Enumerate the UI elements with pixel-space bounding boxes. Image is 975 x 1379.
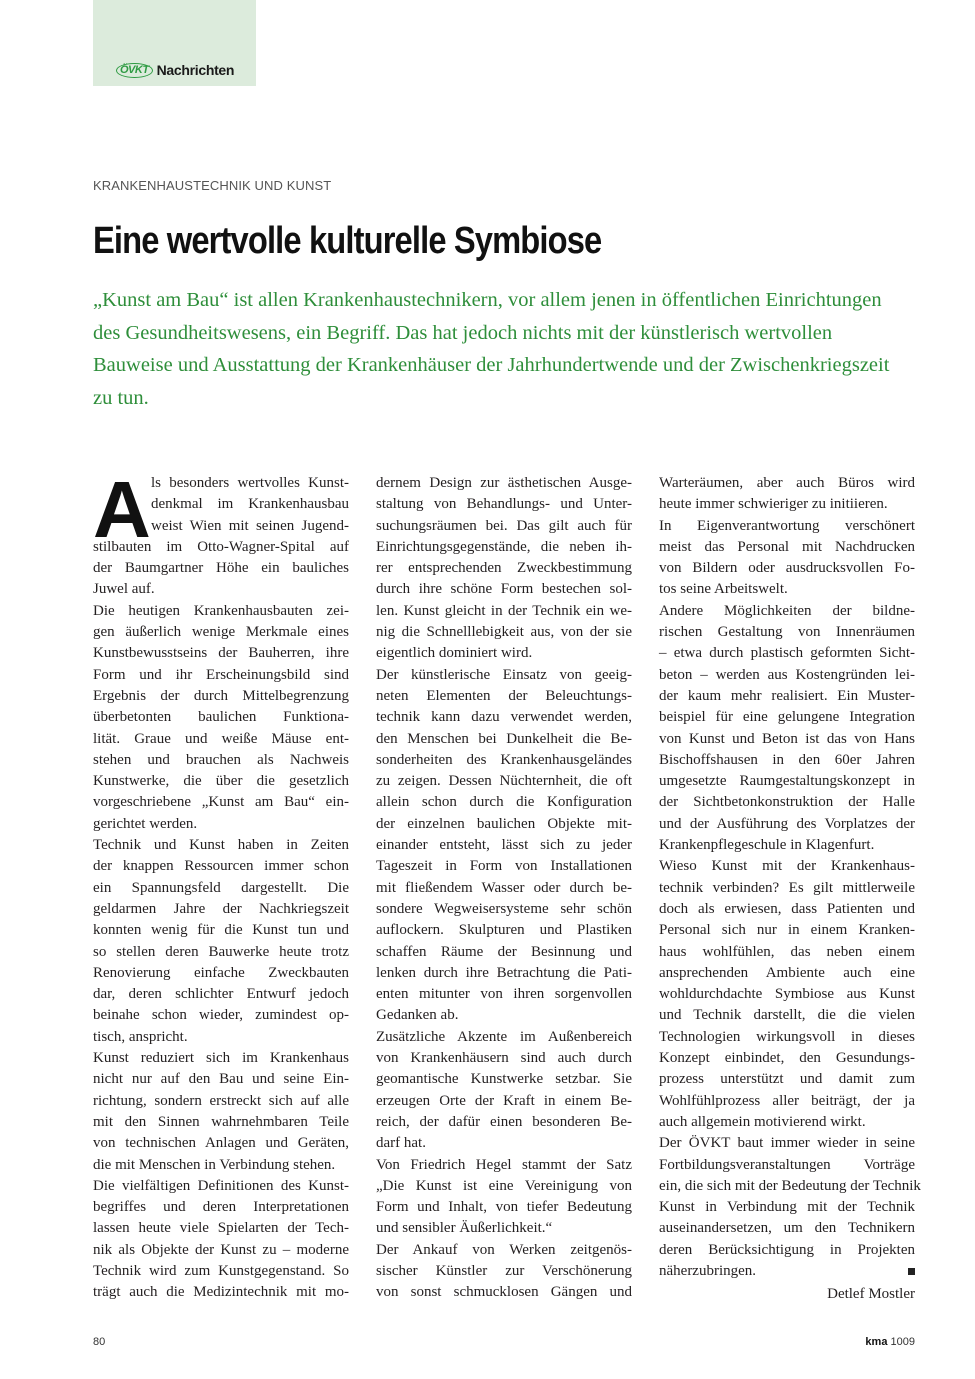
text-line: stehen und brauchen als Nachweis xyxy=(93,751,349,768)
text-line: so stellen deren Bauwerke heute trotz xyxy=(93,943,349,960)
text-line: von sonst schmucklosen Gängen und xyxy=(376,1284,632,1301)
text-line: sonderheiten des Krankenhausgeländes xyxy=(376,751,632,768)
text-line: gen äußerlich wenige Merkmale eines xyxy=(93,624,349,641)
text-line: beinahe schon wieder, zumindest op- xyxy=(93,1007,349,1024)
text-column-1 xyxy=(93,465,349,1304)
text-line: Konzept einbindet, den Gesundungs- xyxy=(659,1050,915,1067)
text-line: auflockern. Skulpturen und Plastiken xyxy=(376,922,632,939)
text-line: der knappen Ressourcen immer schon xyxy=(93,858,349,875)
text-line: heute immer schwieriger zu initiieren. xyxy=(659,496,888,513)
text-line: wohldurchdachte Symbiose aus Kunst xyxy=(659,986,915,1003)
text-line: prozess unterstützt und damit zum xyxy=(659,1071,915,1088)
text-line: konnten wenig für die Kunst tun und xyxy=(93,922,349,939)
text-line: Einrichtungsgegenstände, die neben ih- xyxy=(376,538,632,555)
text-line: mit den Sinnen wahrnehmbaren Teile xyxy=(93,1113,349,1130)
text-line: nig die Schnelllebigkeit aus, von der sie xyxy=(376,624,632,641)
text-line: Renovierung einfache Zweckbauten xyxy=(93,964,349,981)
text-line: lenken durch ihre Betrachtung die Pati- xyxy=(376,964,632,981)
text-line: Kunst reduziert sich im Krankenhaus xyxy=(93,1050,349,1067)
text-line: „Die Kunst ist eine Vereinigung von xyxy=(376,1177,632,1194)
text-line: suchungsräumen bei. Das gilt auch für xyxy=(376,517,632,534)
text-line: Bischoffshausen in den 60er Jahren xyxy=(659,751,915,768)
text-line: Von Friedrich Hegel stammt der Satz xyxy=(376,1156,632,1173)
text-line: von technischen Anlagen und Geräten, xyxy=(93,1135,349,1152)
text-line-content: näherzubringen. xyxy=(659,1262,757,1279)
text-line: der Sichtbetonkonstruktion der Halle xyxy=(659,794,915,811)
text-line: einander entsteht, lässt sich zu jeder xyxy=(376,837,632,854)
text-column-3 xyxy=(659,473,921,1282)
text-line: rischen Gestaltung von Innenräumen xyxy=(659,624,915,641)
end-of-story-mark xyxy=(908,1268,915,1275)
text-line: mit fließendem Wasser oder durch be- xyxy=(376,879,632,896)
text-line: doch als erwiesen, dass Patienten und xyxy=(659,900,915,917)
text-line: sischer Künstler zur Verschönerung xyxy=(376,1262,632,1279)
text-line: beton – werden aus Kostengründen lei- xyxy=(659,666,915,683)
text-line: Der künstlerische Einsatz von geeig- xyxy=(376,666,632,683)
text-line: die mit Menschen in Verbindung stehen. xyxy=(93,1156,336,1173)
text-line: staltung von Behandlungs- und Unter- xyxy=(376,496,632,513)
author-byline: Detlef Mostler xyxy=(827,1286,915,1302)
text-line: ein Spannungsfeld dargestellt. Die xyxy=(93,879,349,896)
text-line: deren Berücksichtigung in Projekten xyxy=(659,1241,915,1258)
text-line: sondere Wegweisersysteme sehr schön xyxy=(376,900,632,917)
text-line: schaffen Räume der Besinnung und xyxy=(376,943,632,960)
text-line: Gedanken ab. xyxy=(376,1007,459,1024)
text-line: haus wohlfühlen, das neben einem xyxy=(659,943,915,960)
text-line: gerichtet werden. xyxy=(93,815,198,832)
text-line: und Technik darstellt, die die vielen xyxy=(659,1007,915,1024)
text-line: von Bildern oder ausdrucksvollen Fo- xyxy=(659,560,915,577)
text-line: Technik wird zum Kunstgegenstand. So xyxy=(93,1262,349,1279)
text-line: neten Elementen der Beleuchtungs- xyxy=(376,687,632,704)
text-line: umgesetzte Raumgestaltungskonzept in xyxy=(659,773,915,790)
text-line: dar, deren schlichter Entwurf jedoch xyxy=(93,986,349,1003)
text-line: ansprechenden Ambiente auch eine xyxy=(659,964,915,981)
drop-cap: A xyxy=(93,465,151,554)
text-line: den Menschen bei Dunkelheit die Be- xyxy=(376,730,632,747)
text-line: Wohlfühlprozess aller beiträgt, der ja xyxy=(659,1092,915,1109)
text-line: Der ÖVKT baut immer wieder in seine xyxy=(659,1135,915,1152)
text-line: denkmal im Krankenhausbau xyxy=(151,496,349,513)
text-line: weist Wien mit seinen Jugend- xyxy=(151,517,349,534)
text-line: vorgeschriebene „Kunst am Bau“ ein- xyxy=(93,794,349,811)
text-line: durch ihre schöne Form bestechen sol- xyxy=(376,581,632,598)
text-line: Technik und Kunst haben in Zeiten xyxy=(93,837,349,854)
text-line: der Baumgartner Höhe ein bauliches xyxy=(93,560,349,577)
text-line: lität. Graue und weiße Mäuse ent- xyxy=(93,730,349,747)
text-line: richtung, sondern erstreckt sich auf alle xyxy=(93,1092,349,1109)
text-line: Tageszeit in Form von Installationen xyxy=(376,858,632,875)
text-line: ls besonders wertvolles Kunst- xyxy=(151,475,349,491)
text-line: von Kunst und Beton ist das von Hans xyxy=(659,730,915,747)
text-line: Der Ankauf von Werken zeitgenös- xyxy=(376,1241,632,1258)
section-label: Nachrichten xyxy=(156,62,235,78)
text-line: – etwa durch plastisch geformten Sicht- xyxy=(659,645,915,662)
section-header xyxy=(116,62,234,78)
text-line: auseinandersetzen, um den Technikern xyxy=(659,1220,915,1237)
text-line: darf hat. xyxy=(376,1135,426,1152)
issue-number: 1009 xyxy=(890,1336,915,1348)
text-line xyxy=(659,1261,915,1282)
text-line: der kaum mehr realisiert. Ein Muster- xyxy=(659,687,915,704)
text-line: Kunst in Verbindung mit der Technik xyxy=(659,1199,915,1216)
text-line: Zusätzliche Akzente im Außenbereich xyxy=(376,1028,632,1045)
text-line: auch allgemein motivierend wirkt. xyxy=(659,1113,866,1130)
text-line: lassen heute viele Spielarten der Tech- xyxy=(93,1220,349,1237)
text-line: technik verbinden? Es gilt mittlerweile xyxy=(659,879,915,896)
text-column-2 xyxy=(376,473,632,1304)
text-line: Fortbildungsveranstaltungen Vorträge xyxy=(659,1156,915,1173)
text-line: Andere Möglichkeiten der bildne- xyxy=(659,602,915,619)
text-line: technik kann dazu verwendet werden, xyxy=(376,709,632,726)
text-line: Die heutigen Krankenhausbauten zei- xyxy=(93,602,349,619)
text-line: von Krankenhäusern sind auch durch xyxy=(376,1050,632,1067)
text-line: geomantische Kunstwerke setzbar. Sie xyxy=(376,1071,632,1088)
ovkt-logo: ÖVKT xyxy=(116,63,153,78)
text-line: beispiel für eine gelungene Integration xyxy=(659,709,915,726)
page-number: 80 xyxy=(93,1336,106,1348)
text-line: tisch, anspricht. xyxy=(93,1028,188,1045)
text-line: tos seine Arbeitswelt. xyxy=(659,581,788,598)
text-line: meist das Personal mit Nachdrucken xyxy=(659,538,915,555)
article-kicker: KRANKENHAUSTECHNIK UND KUNST xyxy=(93,178,332,193)
text-line: Wieso Kunst mit der Krankenhaus- xyxy=(659,858,915,875)
text-line: Personal sich nur in einem Kranken- xyxy=(659,922,915,939)
text-line: nicht nur auf den Bau und seine Ein- xyxy=(93,1071,349,1088)
text-line: Form und ihr Erscheinungsbild sind xyxy=(93,666,349,683)
text-line: allein schon durch die Konfiguration xyxy=(376,794,632,811)
text-line: Ergebnis der durch Mittelbegrenzung xyxy=(93,687,349,704)
text-line: Warteräumen, aber auch Büros wird xyxy=(659,475,915,491)
text-line: Die vielfältigen Definitionen des Kunst- xyxy=(93,1177,349,1194)
text-line: Kunstwerke, die über die gesetzlich xyxy=(93,773,349,790)
text-line: Juwel auf. xyxy=(93,581,155,598)
text-line: len. Kunst gleicht in der Technik ein we- xyxy=(376,602,632,619)
text-line: stilbauten im Otto-Wagner-Spital auf xyxy=(93,538,349,555)
text-line: eigentlich dominiert wird. xyxy=(376,645,533,662)
text-line: und sensibler Äußerlichkeit.“ xyxy=(376,1220,553,1237)
text-line: begriffes und deren Interpretationen xyxy=(93,1199,349,1216)
text-line: nik als Objekte der Kunst zu – moderne xyxy=(93,1241,349,1258)
text-line: trägt auch die Medizintechnik mit mo- xyxy=(93,1284,349,1301)
text-line: reich, der dafür einen besonderen Be- xyxy=(376,1113,632,1130)
text-line: dernem Design zur ästhetischen Ausge- xyxy=(376,475,632,491)
magazine-name: kma xyxy=(865,1336,888,1348)
text-line: Technologien wirkungsvoll in dieses xyxy=(659,1028,915,1045)
text-line: Krankenpflegeschule in Klagenfurt. xyxy=(659,837,875,854)
magazine-footer xyxy=(840,1336,915,1348)
text-line: enten mitunter von ihren sorgenvollen xyxy=(376,986,632,1003)
text-line: und der Ausführung des Vorplatzes der xyxy=(659,815,915,832)
text-line: ein, die sich mit der Bedeutung der Technik xyxy=(659,1177,921,1194)
text-line: zu zeigen. Dessen Nüchternheit, die oft xyxy=(376,773,632,790)
article-lead: „Kunst am Bau“ ist allen Krankenhaustechnikern, vor allem jenen in öffentlichen Einrichtungen des Gesundheitswesens, ein Begriff. Das hat jedoch nichts mit der künstlerisch wertvollen Bauweise und Ausstattung der Krankenhäuser der Jahrhundertwende und der Zwischenkriegszeit zu tun. xyxy=(93,289,890,410)
text-line: überbetonten baulichen Funktiona- xyxy=(93,709,349,726)
text-line: Kunstbewusstseins der Bauherren, ihre xyxy=(93,645,349,662)
text-line: der einzelnen baulichen Objekte mit- xyxy=(376,815,632,832)
text-line: rer entsprechenden Zweckbestimmung xyxy=(376,560,632,577)
article-title: Eine wertvolle kulturelle Symbiose xyxy=(93,220,602,262)
text-line: geldarmen Jahre der Nachkriegszeit xyxy=(93,900,349,917)
text-line: erzeugen Orte der Kraft in einem Be- xyxy=(376,1092,632,1109)
text-line: Form und Inhalt, von tiefer Bedeutung xyxy=(376,1199,632,1216)
text-line: In Eigenverantwortung verschönert xyxy=(659,517,915,534)
